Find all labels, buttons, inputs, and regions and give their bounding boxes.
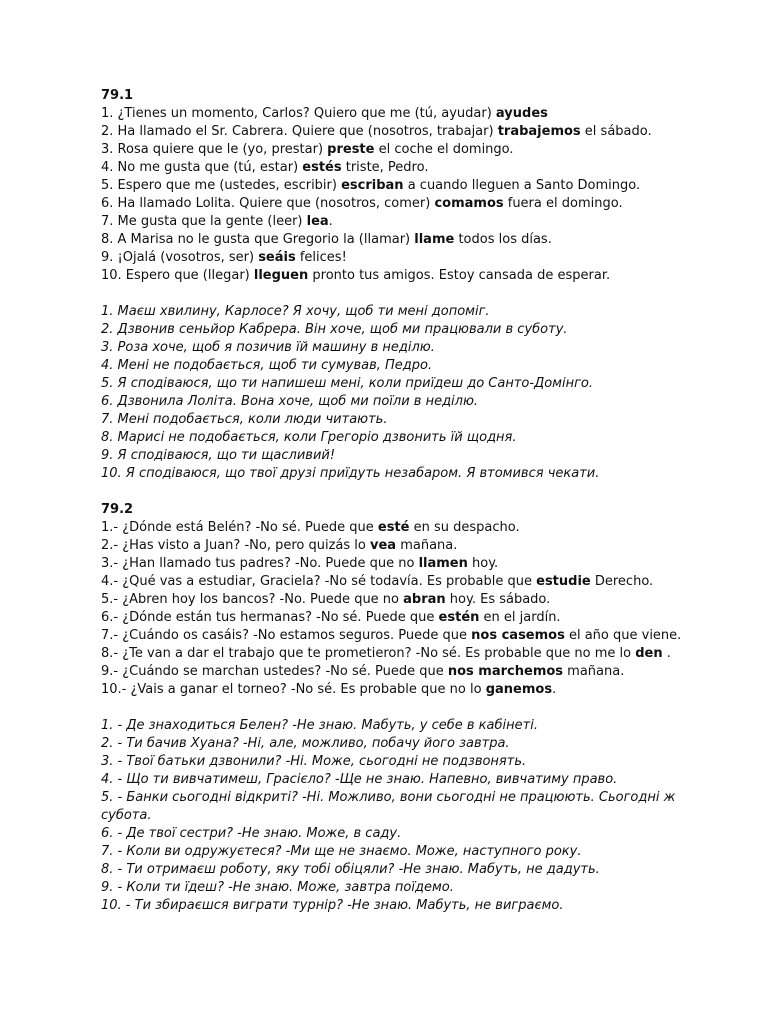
exercise-section-79-1 <box>101 87 682 483</box>
sentence-text: mañana. <box>563 664 625 679</box>
translation-line: 7. - Коли ви одружуєтеся? -Ми ще не знаємо. Може, наступного року. <box>101 844 582 859</box>
sentence-line <box>101 159 682 177</box>
sentence-text: felices! <box>295 250 347 265</box>
sentence-text: 8. A Marisa no le gusta que Gregorio la (llamar) <box>101 232 415 247</box>
sentence-text: 4.- ¿Qué vas a estudiar, Graciela? -No sé todavía. Es probable que <box>101 574 537 589</box>
spanish-sentences <box>101 519 682 699</box>
answer-word: nos marchemos <box>447 664 564 679</box>
sentence-line <box>101 105 682 123</box>
sentence-text: 10.- ¿Vais a ganar el torneo? -No sé. Es probable que no lo <box>101 682 486 697</box>
sentence-line <box>101 645 682 663</box>
translation-line: 8. Марисі не подобається, коли Грегоріо дзвонить їй щодня. <box>101 430 517 445</box>
sentence-text: 3. Rosa quiere que le (yo, prestar) <box>101 142 328 157</box>
translation-line: 6. Дзвонила Лоліта. Вона хоче, щоб ми поїли в неділю. <box>101 394 479 409</box>
sentence-text: 2.- ¿Has visto a Juan? -No, pero quizás lo <box>101 538 370 553</box>
sentence-line <box>101 537 682 555</box>
sentence-text: 9. ¡Ojalá (vosotros, ser) <box>101 250 259 265</box>
sentence-text: 7.- ¿Cuándo os casáis? -No estamos seguros. Puede que <box>101 628 472 643</box>
sentence-text: 5. Espero que me (ustedes, escribir) <box>101 178 342 193</box>
answer-word: den <box>635 646 663 661</box>
sentence-line <box>101 519 682 537</box>
sentence-line <box>101 267 682 285</box>
sentence-line <box>101 663 682 681</box>
ukrainian-translations <box>101 717 682 915</box>
sentence-text: 7. Me gusta que la gente (leer) <box>101 214 307 229</box>
spacer <box>101 285 682 303</box>
sentence-line <box>101 177 682 195</box>
translation-line: 10. Я сподіваюся, що твої друзі приїдуть незабаром. Я втомився чекати. <box>101 466 600 481</box>
sentence-text: en su despacho. <box>409 520 520 535</box>
sentence-line <box>101 627 682 645</box>
sentence-text: 4. No me gusta que (tú, estar) <box>101 160 303 175</box>
spanish-sentences <box>101 105 682 285</box>
answer-word: seáis <box>258 250 296 265</box>
sentence-text: 5.- ¿Abren hoy los bancos? -No. Puede que no <box>101 592 404 607</box>
sentence-text: mañana. <box>396 538 458 553</box>
sentence-line <box>101 591 682 609</box>
sentence-text: 2. Ha llamado el Sr. Cabrera. Quiere que (nosotros, trabajar) <box>101 124 498 139</box>
sentence-text: triste, Pedro. <box>341 160 429 175</box>
sentence-text: . <box>662 646 671 661</box>
sentence-text: todos los días. <box>454 232 552 247</box>
sentence-text: 8.- ¿Te van a dar el trabajo que te prometieron? -No sé. Es probable que no me lo <box>101 646 636 661</box>
answer-word: ganemos <box>485 682 553 697</box>
answer-word: lea <box>306 214 329 229</box>
answer-word: vea <box>369 538 397 553</box>
sentence-line <box>101 141 682 159</box>
section-heading: 79.2 <box>101 502 134 517</box>
sentence-text: . <box>328 214 333 229</box>
sentence-text: en el jardín. <box>479 610 561 625</box>
sentence-text: el año que viene. <box>564 628 682 643</box>
sentence-text: 10. Espero que (llegar) <box>101 268 254 283</box>
translation-line: 8. - Ти отримаєш роботу, яку тобі обіцяли? -Не знаю. Мабуть, не дадуть. <box>101 862 600 877</box>
section-heading: 79.1 <box>101 88 134 103</box>
sentence-text: 6.- ¿Dónde están tus hermanas? -No sé. Puede que <box>101 610 439 625</box>
sentence-line <box>101 573 682 591</box>
spacer <box>101 483 682 501</box>
answer-word: abran <box>403 592 446 607</box>
sentence-text: 1.- ¿Dónde está Belén? -No sé. Puede que <box>101 520 378 535</box>
ukrainian-translations <box>101 303 682 483</box>
answer-word: llamen <box>418 556 468 571</box>
translation-line: 2. Дзвонив сеньйор Кабрера. Він хоче, щоб ми працювали в суботу. <box>101 322 568 337</box>
translation-line: 10. - Ти збираєшся виграти турнір? -Не знаю. Мабуть, не виграємо. <box>101 898 564 913</box>
answer-word: estés <box>302 160 342 175</box>
translation-line: 9. Я сподіваюся, що ти щасливий! <box>101 448 336 463</box>
sentence-text: Derecho. <box>590 574 654 589</box>
answer-word: estudie <box>536 574 591 589</box>
sentence-text: 3.- ¿Han llamado tus padres? -No. Puede que no <box>101 556 419 571</box>
sentence-line <box>101 249 682 267</box>
sentence-line <box>101 555 682 573</box>
sentence-text: 1. ¿Tienes un momento, Carlos? Quiero que me (tú, ayudar) <box>101 106 496 121</box>
sentence-text: fuera el domingo. <box>503 196 623 211</box>
answer-word: lleguen <box>253 268 309 283</box>
sentence-line <box>101 213 682 231</box>
translation-line: 5. - Банки сьогодні відкриті? -Ні. Можливо, вони сьогодні не працюють. Сьогодні ж субота. <box>101 790 676 823</box>
translation-line: 7. Мені подобається, коли люди читають. <box>101 412 388 427</box>
answer-word: preste <box>327 142 375 157</box>
translation-line: 6. - Де твої сестри? -Не знаю. Може, в саду. <box>101 826 402 841</box>
sentence-line <box>101 231 682 249</box>
sentence-line <box>101 195 682 213</box>
answer-word: esté <box>377 520 410 535</box>
sentence-text: 9.- ¿Cuándo se marchan ustedes? -No sé. Puede que <box>101 664 448 679</box>
translation-line: 2. - Ти бачив Хуана? -Ні, але, можливо, побачу його завтра. <box>101 736 510 751</box>
sentence-line <box>101 123 682 141</box>
answer-word: ayudes <box>495 106 548 121</box>
translation-line: 3. Роза хоче, щоб я позичив їй машину в неділю. <box>101 340 435 355</box>
translation-line: 1. - Де знаходиться Белен? -Не знаю. Мабуть, у себе в кабінеті. <box>101 718 538 733</box>
answer-word: llame <box>414 232 455 247</box>
answer-word: nos casemos <box>471 628 565 643</box>
translation-line: 9. - Коли ти їдеш? -Не знаю. Може, завтра поїдемо. <box>101 880 454 895</box>
translation-line: 4. - Що ти вивчатимеш, Грасієло? -Ще не знаю. Напевно, вивчатиму право. <box>101 772 618 787</box>
sentence-text: hoy. <box>467 556 499 571</box>
translation-line: 3. - Твої батьки дзвонили? -Ні. Може, сьогодні не подзвонять. <box>101 754 527 769</box>
sentence-text: el sábado. <box>580 124 652 139</box>
sentence-line <box>101 681 682 699</box>
spacer <box>101 699 682 717</box>
exercise-section-79-2 <box>101 501 682 915</box>
answer-word: estén <box>438 610 480 625</box>
answer-word: escriban <box>341 178 404 193</box>
translation-line: 4. Мені не подобається, щоб ти сумував, Педро. <box>101 358 433 373</box>
sentence-text: a cuando lleguen a Santo Domingo. <box>403 178 641 193</box>
sentence-text: . <box>552 682 557 697</box>
translation-line: 5. Я сподіваюся, що ти напишеш мені, коли приїдеш до Санто-Домінго. <box>101 376 594 391</box>
sentence-text: hoy. Es sábado. <box>445 592 551 607</box>
sentence-text: pronto tus amigos. Estoy cansada de esperar. <box>308 268 611 283</box>
sentence-text: 6. Ha llamado Lolita. Quiere que (nosotros, comer) <box>101 196 435 211</box>
sentence-line <box>101 609 682 627</box>
answer-word: trabajemos <box>497 124 581 139</box>
answer-word: comamos <box>434 196 504 211</box>
sentence-text: el coche el domingo. <box>374 142 514 157</box>
translation-line: 1. Маєш хвилину, Карлосе? Я хочу, щоб ти мені допоміг. <box>101 304 490 319</box>
